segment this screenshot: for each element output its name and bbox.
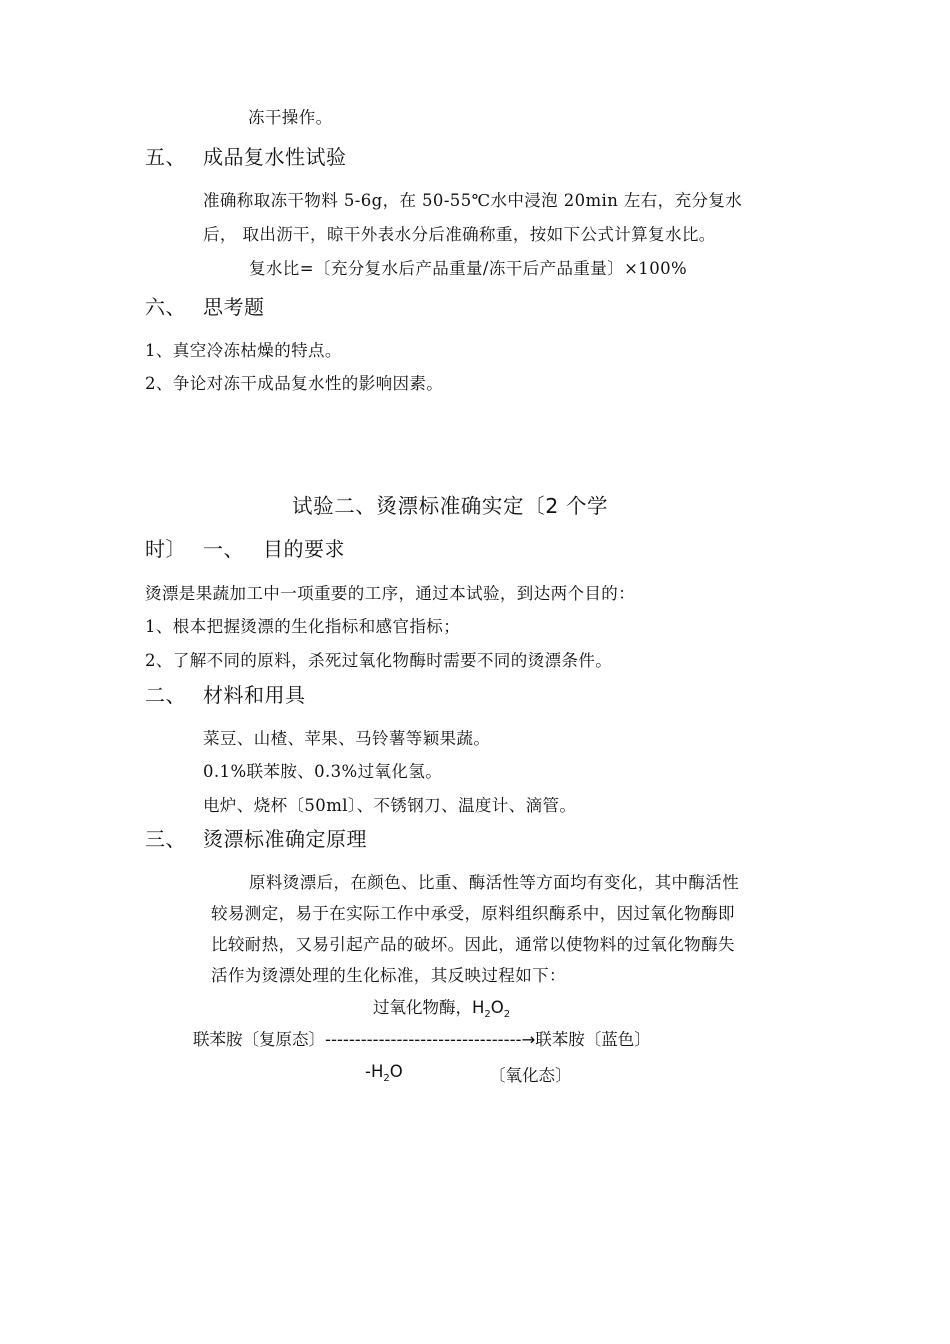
materials-line: 电炉、烧杯〔50ml〕、不锈钢刀、温度计、滴管。 [203,796,577,815]
section-6-heading [145,291,265,320]
section-3-heading [145,823,367,852]
list-item: 1、根本把握烫漂的生化指标和感官指标； [145,617,461,636]
section-2-heading [145,679,306,708]
section-number: 六、 [145,295,186,319]
condition-text: 过氧化物酶，H [373,998,485,1017]
reaction-byproduct [365,1062,403,1084]
byproduct-text: -H [365,1062,384,1081]
condition-text: O [490,998,504,1017]
section-title: 目的要求 [263,537,345,561]
question-item: 1、真空冷冻枯燥的特点。 [145,341,342,360]
experiment-title: 试验二、烫漂标准确实定〔2 个学 [292,494,609,518]
section-number: 二、 [145,683,186,707]
question-item: 2、争论对冻干成品复水性的影响因素。 [145,374,444,393]
paragraph-line: 活作为烫漂处理的生化标准，其反映过程如下： [211,966,566,985]
reaction-equation: 联苯胺〔复原态〕---------------------------------→联苯胺〔蓝色〕 [193,1030,651,1049]
paragraph-line: 准确称取冻干物料 5-6g，在 50-55℃水中浸泡 20min 左右，充分复水 [203,191,743,210]
materials-line: 菜豆、山楂、苹果、马铃薯等颖果蔬。 [203,729,491,748]
section-title: 烫漂标准确定原理 [203,827,367,851]
subscript: 2 [503,1009,511,1020]
byproduct-text: O [389,1062,403,1081]
experiment-title-cont [145,533,345,562]
section-number: 五、 [145,145,186,169]
list-item: 2、了解不同的原料，杀死过氧化物酶时需要不同的烫漂条件。 [145,651,613,670]
reaction-condition [373,994,510,1020]
paragraph-line: 后， 取出沥干，晾干外表水分后准确称重，按如下公式计算复水比。 [203,225,716,244]
section-title: 成品复水性试验 [203,145,347,169]
section-title: 思考题 [203,295,265,319]
materials-line: 0.1%联苯胺、0.3%过氧化氢。 [203,762,443,781]
section-number: 一、 [203,537,244,561]
continued-text: 冻干操作。 [248,108,333,127]
subscript: 2 [484,1009,491,1020]
section-title: 材料和用具 [203,683,306,707]
formula-line: 复水比=〔充分复水后产品重量/冻干后产品重量〕×100% [249,259,688,278]
paragraph-line: 原料烫漂后，在颜色、比重、酶活性等方面均有变化，其中酶活性 [249,873,740,892]
paragraph-line: 烫漂是果蔬加工中一项重要的工序，通过本试验，到达两个目的： [145,584,636,603]
title-fragment: 时〕 [145,537,186,561]
paragraph-line: 比较耐热，又易引起产品的破坏。因此，通常以使物料的过氧化物酶失 [211,935,735,954]
paragraph-line: 较易测定，易于在实际工作中承受，原料组织酶系中，因过氧化物酶即 [211,904,735,923]
section-5-heading [145,141,347,170]
oxidation-state: 〔氧化态〕 [489,1066,572,1085]
section-number: 三、 [145,827,186,851]
subscript: 2 [383,1073,390,1084]
